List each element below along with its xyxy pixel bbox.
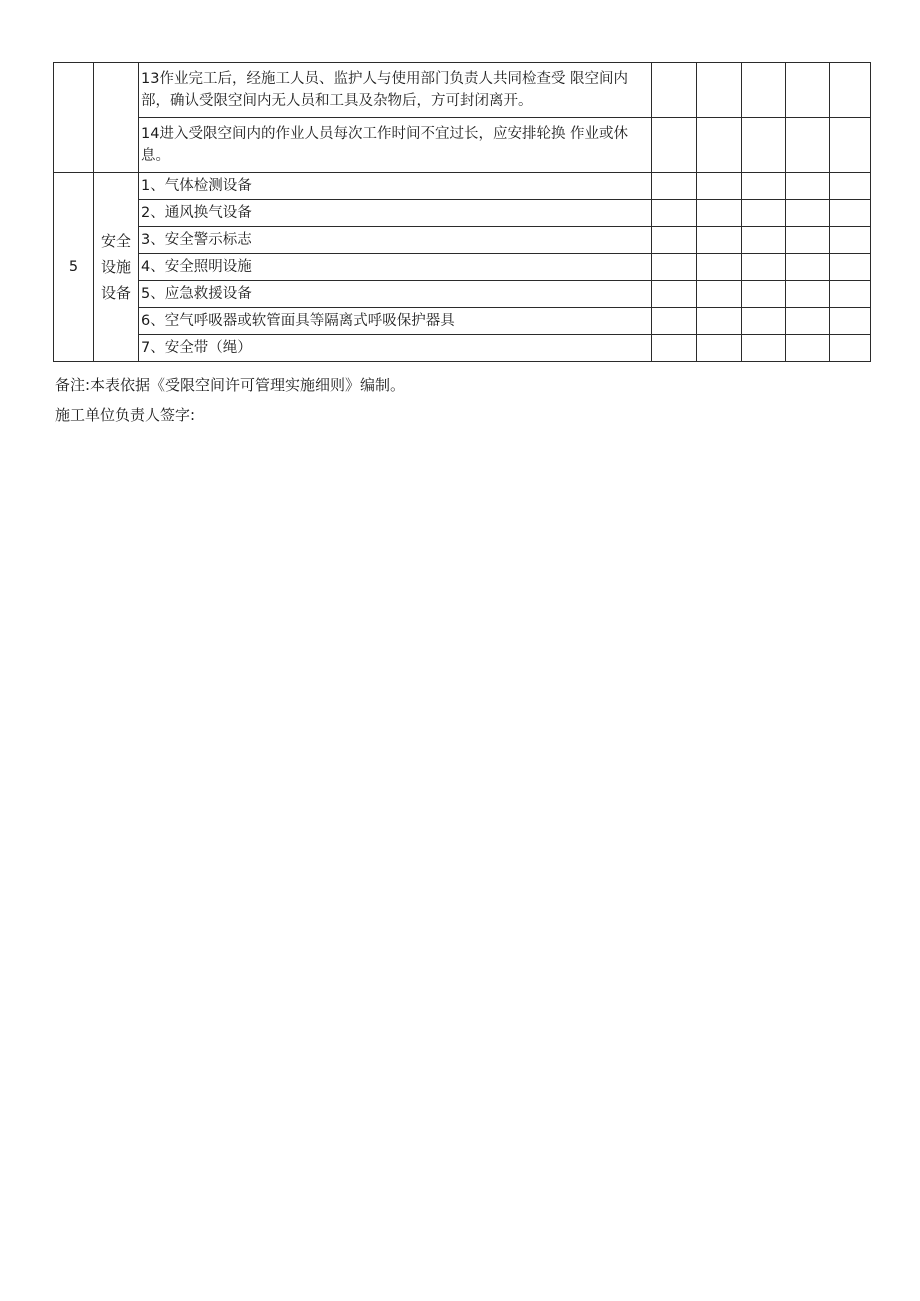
check-cell[interactable] xyxy=(652,118,697,173)
check-cell[interactable] xyxy=(697,254,742,281)
check-cell[interactable] xyxy=(742,63,786,118)
check-item-text: 1、气体检测设备 xyxy=(139,173,652,200)
check-cell[interactable] xyxy=(742,254,786,281)
section-number-cell: 5 xyxy=(54,173,94,362)
table-row xyxy=(54,200,871,227)
check-cell[interactable] xyxy=(830,281,871,308)
check-item-text: 6、空气呼吸器或软管面具等隔离式呼吸保护器具 xyxy=(139,308,652,335)
category-line: 设施 xyxy=(100,258,131,276)
safety-check-table xyxy=(53,62,871,362)
check-cell[interactable] xyxy=(742,200,786,227)
check-cell[interactable] xyxy=(830,227,871,254)
table-row xyxy=(54,335,871,362)
check-cell[interactable] xyxy=(786,281,830,308)
check-cell[interactable] xyxy=(697,335,742,362)
table-row xyxy=(54,63,871,118)
check-item-text: 14进入受限空间内的作业人员每次工作时间不宜过长，应安排轮换 作业或休息。 xyxy=(139,118,652,173)
check-cell[interactable] xyxy=(830,200,871,227)
check-cell[interactable] xyxy=(652,254,697,281)
check-cell[interactable] xyxy=(697,63,742,118)
check-cell[interactable] xyxy=(742,173,786,200)
table-row xyxy=(54,173,871,200)
remark-note: 备注:本表依据《受限空间许可管理实施细则》编制。 xyxy=(55,376,406,394)
check-item-text: 13作业完工后，经施工人员、监护人与使用部门负责人共同检查受 限空间内部，确认受限空间内无人员和工具及杂物后，方可封闭离开。 xyxy=(139,63,652,118)
check-cell[interactable] xyxy=(697,227,742,254)
check-cell[interactable] xyxy=(830,173,871,200)
check-cell[interactable] xyxy=(786,254,830,281)
check-cell[interactable] xyxy=(742,335,786,362)
check-cell[interactable] xyxy=(652,63,697,118)
category-line: 设备 xyxy=(100,284,131,302)
check-cell[interactable] xyxy=(652,308,697,335)
check-cell[interactable] xyxy=(697,308,742,335)
table-row xyxy=(54,281,871,308)
table-row xyxy=(54,308,871,335)
check-cell[interactable] xyxy=(697,118,742,173)
section-category-cell xyxy=(94,63,139,173)
check-cell[interactable] xyxy=(742,118,786,173)
category-line: 安全 xyxy=(100,232,131,250)
check-cell[interactable] xyxy=(742,308,786,335)
check-cell[interactable] xyxy=(786,227,830,254)
check-cell[interactable] xyxy=(652,227,697,254)
check-item-text: 4、安全照明设施 xyxy=(139,254,652,281)
check-cell[interactable] xyxy=(786,118,830,173)
check-item-text: 3、安全警示标志 xyxy=(139,227,652,254)
check-cell[interactable] xyxy=(652,281,697,308)
check-cell[interactable] xyxy=(786,335,830,362)
check-cell[interactable] xyxy=(652,335,697,362)
table-row xyxy=(54,227,871,254)
check-cell[interactable] xyxy=(652,200,697,227)
check-cell[interactable] xyxy=(652,173,697,200)
check-cell[interactable] xyxy=(697,281,742,308)
check-cell[interactable] xyxy=(830,63,871,118)
check-cell[interactable] xyxy=(742,227,786,254)
table-row xyxy=(54,118,871,173)
check-cell[interactable] xyxy=(697,173,742,200)
table-row xyxy=(54,254,871,281)
check-item-text: 2、通风换气设备 xyxy=(139,200,652,227)
check-cell[interactable] xyxy=(830,118,871,173)
check-cell[interactable] xyxy=(742,281,786,308)
section-category-cell xyxy=(94,173,139,362)
check-cell[interactable] xyxy=(830,335,871,362)
check-cell[interactable] xyxy=(830,308,871,335)
check-cell[interactable] xyxy=(786,200,830,227)
check-item-text: 7、安全带（绳） xyxy=(139,335,652,362)
check-cell[interactable] xyxy=(786,308,830,335)
signature-label: 施工单位负责人签字: xyxy=(55,406,196,424)
check-cell[interactable] xyxy=(697,200,742,227)
check-cell[interactable] xyxy=(786,173,830,200)
check-item-text: 5、应急救援设备 xyxy=(139,281,652,308)
section-number-cell xyxy=(54,63,94,173)
check-cell[interactable] xyxy=(786,63,830,118)
check-cell[interactable] xyxy=(830,254,871,281)
